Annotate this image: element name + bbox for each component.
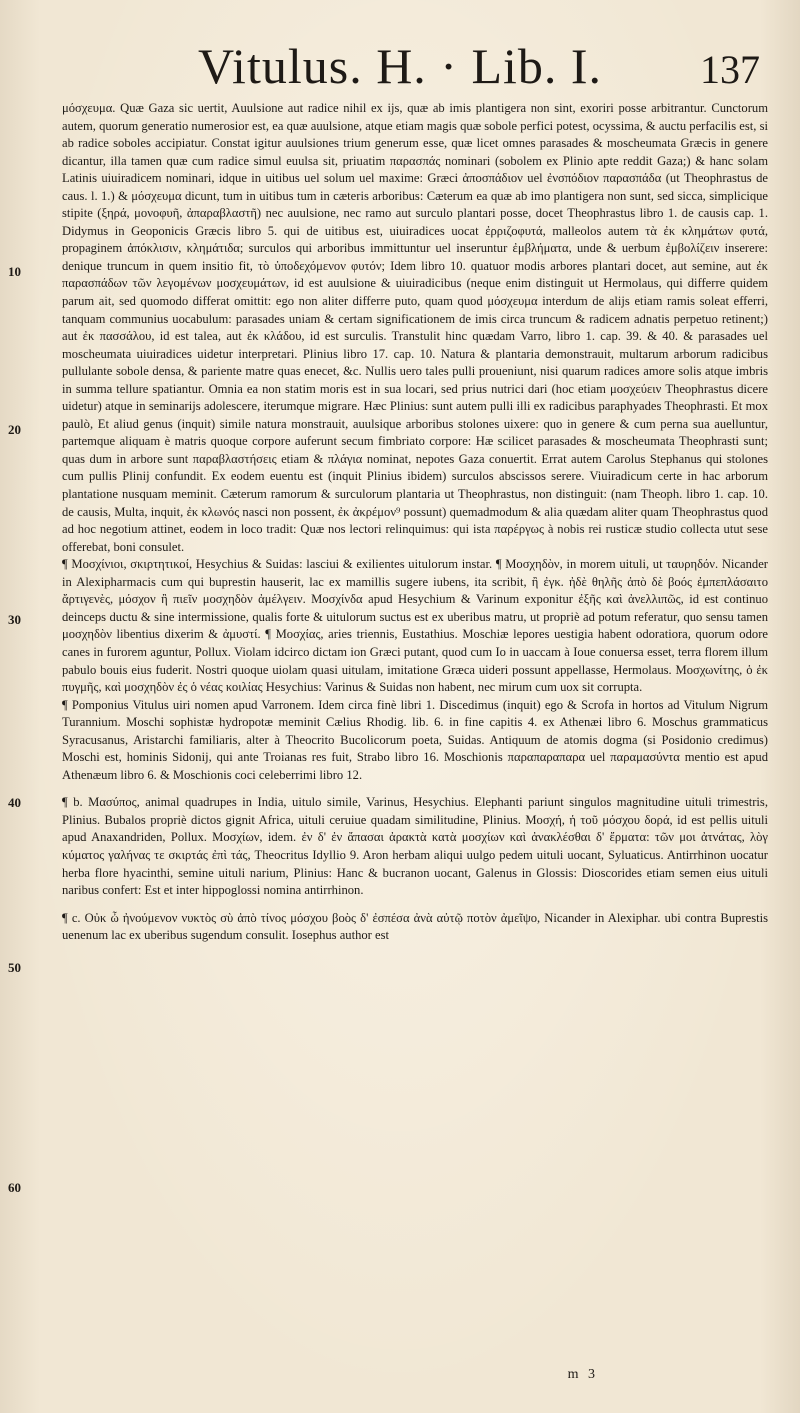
line-number-10: 10 <box>8 264 21 279</box>
page-number: 137 <box>700 47 760 92</box>
paragraph-moschinioi: ¶ Μοσχίνιοι, σκιρτητικοί, Hesychius & Suidas: lasciui & exilientes uitulorum instar. ¶ Μοσχηδὸν, in morem uituli, ut ταυρηδόν. Nicander in Alexipharmacis cum qui buprestin hauserit, lac ex mamillis sugere iubens, ita scribit, ἢ ἐγκ. ἠδὲ θηλῆς ἀπὸ δὲ βοός ἐμπεπλάσαιτο ἄρτιγενὲς, μόσχον ἢ πιεῖν μοσχηδὸν ἀμέλγειν. Μοσχίνδα apud Hesychium & Varinum exponitur ἐξῆς καὶ ἀνελλιπῶς, id est continuo deinceps ductu & sine intermissione, qualis forte & uitulorum suctus est ex uberibus matru, ut propriè ad potum referatur, quo sensu tamen μοσχηδὸν libentius dixerim & ἀμυστί. ¶ Μοσχίας, aries triennis, Eustathius. Moschiæ lepores uestigia habent odoratiora, quorum odore canes in furorem aguntur, Pollux. Violam idcirco dictam ion Græci putant, quod cum Io in uaccam à Ioue conuersa esset, terra florem illum pabulo bouis eius fuderit. Nostri quoque uiolam quasi uitulam, imitatione Græca uideri possunt appellasse, Hermolaus. Μοσχωνίτης, ὁ ἐκ πυγμῆς, καὶ μοσχηδὸν ἐς ὁ νέας κοιλίας Hesychius: Varinus & Suidas non habent, nec mirum cum uox sit corrupta. <box>62 557 768 695</box>
line-number-60: 60 <box>8 1180 21 1195</box>
line-number-20: 20 <box>8 422 21 437</box>
line-number-50: 50 <box>8 960 21 975</box>
line-number-40: 40 <box>8 795 21 810</box>
running-header <box>0 36 800 106</box>
paragraph-pomponius: ¶ Pomponius Vitulus uiri nomen apud Varronem. Idem circa finè libri 1. Discedimus (inquit) ego & Scrofa in hortos ad Vitulum Nigrum Turannium. Moschi sophistæ hydropotæ meminit Cælius Rhodig. lib. 6. in fine capitis 4. ex Athenæi libro 6. Moschus grammaticus Syracusanus, Aristarchi familiaris, alter à Theocrito Bucolicorum poeta, Suidas. Antiquum de atomis dogma (si Posidonio credimus) Moschi est, hominis Sidonij, qui ante Troianas res fuit, Strabo libro 16. Moschionis παραπαραπαρα uel παραμασύντα mentio est apud Athenæum libro 6. & Moschionis coci celeberrimi libro 12. <box>62 697 768 782</box>
signature-mark: m 3 <box>567 1367 598 1382</box>
line-number-30: 30 <box>8 612 21 627</box>
text-block <box>62 100 768 945</box>
paragraph-section-b: ¶ b. Μασύπος, animal quadrupes in India, uitulo simile, Varinus, Hesychius. Elephanti pariunt singulos magnitudine uituli trimestris, Plinius. Bubalos propriè dictos gignit Africa, uituli ceruiue quadam similitudine, Plinius. Μοσχή, ἡ τοῦ μόσχου δορά, id est pellis uituli apud Anaxandriden, Pollux. Μοσχίων, idem. ἐν δ' ἐν ἄπασαι ἀρακτὰ κατὰ μοσχίων καὶ ἀνακλέσθαι δ' ἔρματα: τῶν μοι ἀτνάτας, λὸγ κύματος γαλήνας τε σκιρτάς ἐπὶ τάς, Theocritus Idyllio 9. Aron herbam aliqui uulgo pedem uituli uocant, Syluaticus. Antirrhinon uocatur herba flore hyacinthi, semine uituli narium, Plinius: Hanc & bucranon uocant, Galenus in Glossis: Dioscorides etiam semen eius uituli naribus confert: Est et inter hippoglossi nomina antirrhinon. <box>62 795 768 898</box>
paragraph-section-c: ¶ c. Οὐκ ὦ ἠνούμενον νυκτὸς σὺ ἀπὸ τίνος μόσχου βοὸς δ' ἐσπέσα ἀνὰ αὐτῷ ποτὸν ἀμεῖψο, Nicander in Alexiphar. ubi contra Buprestis uenenum lac ex uberibus sugendum consulit. Iosephus author est <box>62 910 768 943</box>
paragraph-auulsio: μόσχευμα. Quæ Gaza sic uertit, Auulsione aut radice nihil ex ijs, quæ ab imis plantigera non sint, exoriri posse arbitrantur. Cunctorum autem, quorum generatio numerosior est, ea quæ auulsione, atque etiam magis quæ sobole perfici potest, ocyssima, & auctu perfacilis est, si ab radice soboles accipiatur. Constat igitur auulsiones trium generum esse, quæ licet omnes parasades & moscheumata Græcis in genere dicantur, illa tamen quæ cum radice simul euulsa sit, priuatim παρασπάς nominari (sobolem ex Plinio apte reddit Gaza;) & hanc solam Latinis uiuiradicem nominari, idque in uitibus uel solum uel maxime: Græci ἀποσπάδιον uel ἐνσπόδιον παρασπάδα (ut Theophrastus de caus. l. 1.) & μόσχευμα dicunt, tum in uitibus tum in cæteris arboribus: Cæterum ea quæ ab imo plantigera non sunt, sed sicca, simplicique stipite (ξηρά, μονοφυῆ, ἀπαραβλαστῆ) nec auulsione, nec ramo aut surculo plantari posse, docet Theophrastus libro 1. de causis cap. 1. Didymus in Geoponicis Græcis libro 5. qui de uitibus est, uiuiradices uocat ἐρριζοφυτά, malleolos autem τὰ ἐκ κλημάτων φυτά, propaginem ἀπόκλισιν, κλημάτιδα; surculos qui arboribus immittuntur uel inseruntur ἐμβλήματα, unde & uerbum ἐμβολίζειν inserere: denique truncum in quem insitio fit, τὸ ὑποδεχόμενον φυτόν; Idem libro 10. quatuor modis arbores plantari docet, aut semine, aut ἐκ παρασπάδων τῶν λεγομένων μοσχευμάτων, id est auulsione & uiuiradicibus (neque enim distinguit ut Hermolaus, qui differre quidem parum ait, sed quomodo differat omittit: ego non aliter differre puto, quam quod μόσχευμα interdum de alijs etiam ramis soleat efferri, tanquam communius uocabulum: parasades uniam & certam significationem de imis circa truncum & radicem adnatis perpetuo retinent;) aut ἐκ πασσάλου, id est talea, aut ἐκ κλάδου, id est surculis. Transtulit hinc quædam Varro, libro 1. cap. 39. & 40. & parasades uel moscheumata uiuiradices uidetur interpretari. Plinius libro 17. cap. 10. Natura & plantaria demonstrauit, multarum arborum radicibus pullulante sobole densa, & pariente matre quas enecet, &c. Nullis uero tales pulli proueniunt, nisi quarum radices amore solis atque imbris in summa tellure spatiantur. Omnia ea non statim moris est in sua locari, sed prius nutrici dari (hoc etiam μοσχεύειν Theophrastus dicere uidetur) atque in seminarijs adolescere, iterumque migrare. Hæc Plinius: sunt autem pulli illi ex radicibus paraphyades Theophrasti. Et mox paulò, Et aliud genus (inquit) simile natura monstrauit, auulsique arboribus stolones uixere: quo in genere & cum perna sua auelluntur, partemque aliquam è matris quoque corpore auferunt secum fimbriato corpore: Hæ scilicet parasades & moscheumata Theophrasti sunt; quas dum in arbore sunt παραβλαστήσεις etiam & πλάγια nominat, nepotes Gaza conuertit. Errat autem Carolus Stephanus qui stolones cum pullis Plinij confundit. Ex eodem euentu est (inquit Plinius ibidem) surculos abscissos serere. Viuiradicum certe in hac arborum plantatione nusquam meminit. Cæterum ramorum & surculorum plantaria ut Theophrastus, non distinguit: (nam Theoph. libro 1. cap. 10. de causis, Multa, inquit, ἐκ κλωνός nasci non possent, ἐκ ἀκρέμον⁹ possunt) quemadmodum & alia quædam aliter quam Theophrastus quod ad hoc negotium attinet, eodem in loco tradit: Quæ nos lectori relinquimus: qui ista παρέργως à nobis rei rusticæ studio collecta utut sese offerebat, boni consulet. <box>62 101 768 554</box>
running-title: Vitulus. H. · Lib. I. <box>197 38 603 94</box>
